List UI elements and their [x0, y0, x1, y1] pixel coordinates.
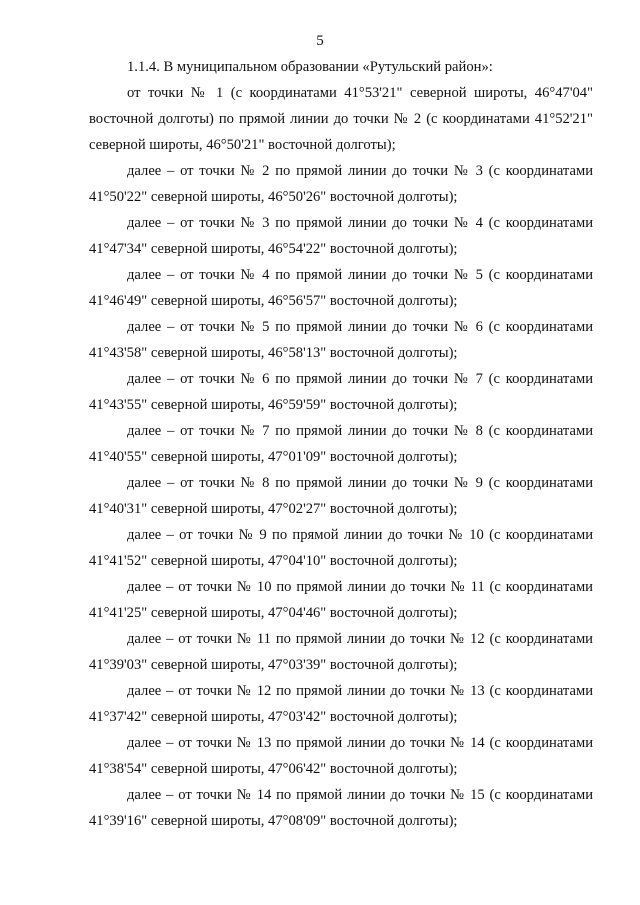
boundary-paragraph-3: далее – от точки № 3 по прямой линии до точки № 4 (с координатами 41°47'34" северной широты, 46°54'22" восточной долготы);: [89, 215, 593, 257]
boundary-paragraph-1: от точки № 1 (с координатами 41°53'21" северной широты, 46°47'04" восточной долготы) по прямой линии до точки № 2 (с координатами 41°52'21" северной широты, 46°50'21" восточной долготы);: [89, 85, 593, 153]
boundary-paragraph-6: далее – от точки № 6 по прямой линии до точки № 7 (с координатами 41°43'55" северной широты, 46°59'59" восточной долготы);: [89, 371, 593, 413]
section-heading: 1.1.4. В муниципальном образовании «Рутульский район»:: [127, 59, 493, 75]
boundary-paragraph-12: далее – от точки № 12 по прямой линии до точки № 13 (с координатами 41°37'42" северной широты, 47°03'42" восточной долготы);: [89, 683, 593, 725]
boundary-paragraph-7: далее – от точки № 7 по прямой линии до точки № 8 (с координатами 41°40'55" северной широты, 47°01'09" восточной долготы);: [89, 423, 593, 465]
boundary-paragraph-10: далее – от точки № 10 по прямой линии до точки № 11 (с координатами 41°41'25" северной широты, 47°04'46" восточной долготы);: [89, 579, 593, 621]
boundary-paragraph-14: далее – от точки № 14 по прямой линии до точки № 15 (с координатами 41°39'16" северной широты, 47°08'09" восточной долготы);: [89, 787, 593, 829]
boundary-paragraph-4: далее – от точки № 4 по прямой линии до точки № 5 (с координатами 41°46'49" северной широты, 46°56'57" восточной долготы);: [89, 267, 593, 309]
page-number: 5: [316, 33, 324, 49]
document-body: [89, 54, 593, 834]
boundary-paragraph-11: далее – от точки № 11 по прямой линии до точки № 12 (с координатами 41°39'03" северной широты, 47°03'39" восточной долготы);: [89, 631, 593, 673]
boundary-paragraph-5: далее – от точки № 5 по прямой линии до точки № 6 (с координатами 41°43'58" северной широты, 46°58'13" восточной долготы);: [89, 319, 593, 361]
boundary-paragraph-8: далее – от точки № 8 по прямой линии до точки № 9 (с координатами 41°40'31" северной широты, 47°02'27" восточной долготы);: [89, 475, 593, 517]
boundary-paragraph-2: далее – от точки № 2 по прямой линии до точки № 3 (с координатами 41°50'22" северной широты, 46°50'26" восточной долготы);: [89, 163, 593, 205]
boundary-paragraph-13: далее – от точки № 13 по прямой линии до точки № 14 (с координатами 41°38'54" северной широты, 47°06'42" восточной долготы);: [89, 735, 593, 777]
boundary-paragraph-9: далее – от точки № 9 по прямой линии до точки № 10 (с координатами 41°41'52" северной широты, 47°04'10" восточной долготы);: [89, 527, 593, 569]
